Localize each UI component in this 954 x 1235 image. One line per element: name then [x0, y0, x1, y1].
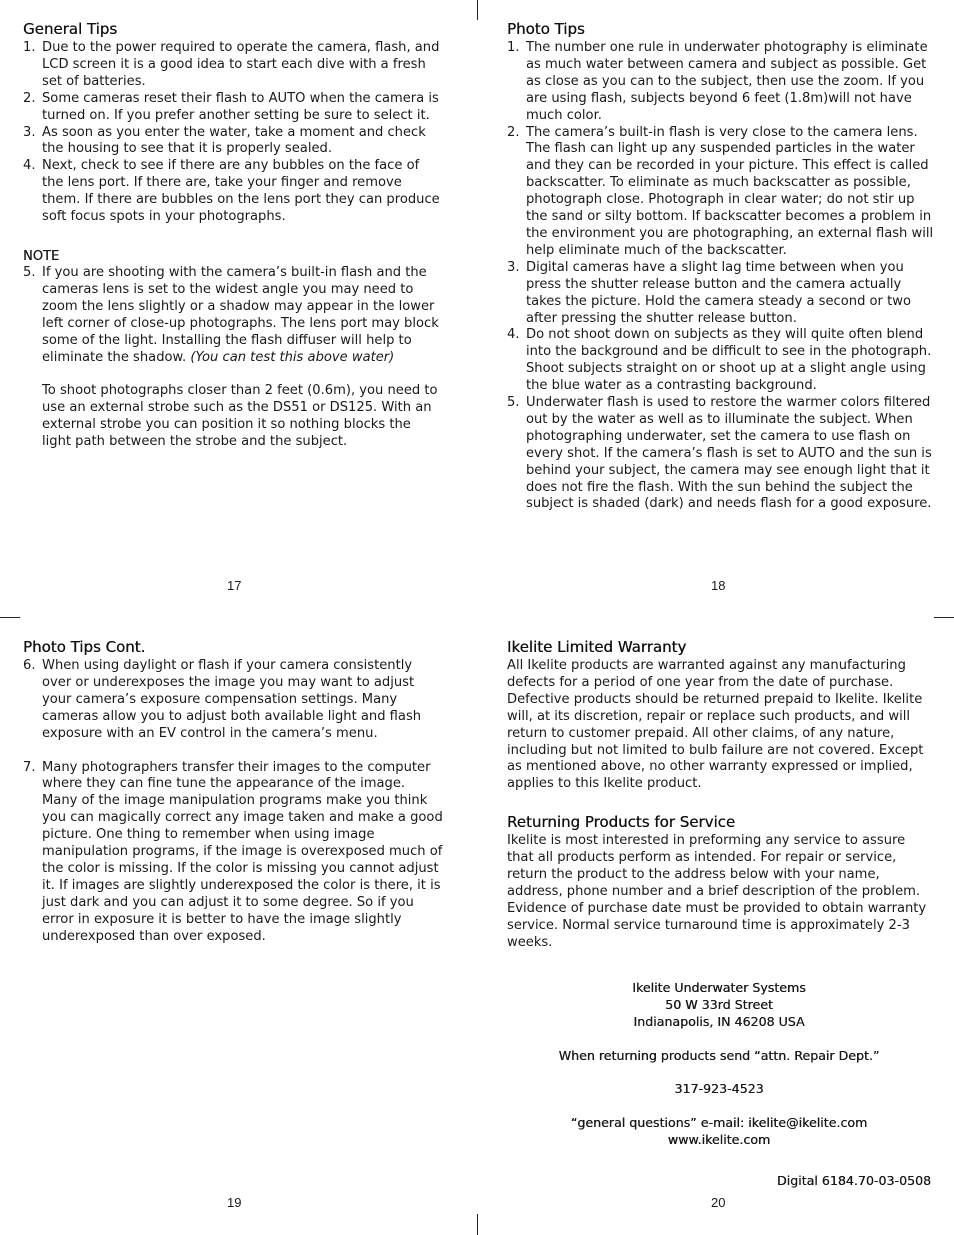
street-address: 50 W 33rd Street [665, 996, 773, 1012]
city-address: Indianapolis, IN 46208 USA [633, 1013, 805, 1029]
service-text: Ikelite is most interested in preforming any service to assure that all products perform as intended. For repair or service, return the product to the address below with your name, address, phone number and a brief description of the problem. Evidence of purchase date must be provided to obtain warranty service. Normal service turnaround time is approximately 2-3 weeks. [507, 833, 927, 950]
list-item: 4. Do not shoot down on subjects as they will quite often blend into the background and be difficult to see in the photograph. Shoot subjects straight on or shoot up at a slight angle using the blue water as a contrasting background. [507, 327, 932, 394]
list-item: 2. The camera’s built-in flash is very close to the camera lens. The flash can light up any suspended particles in the water and they can be recorded in your picture. This effect is called backscatter. To eliminate as much backscatter as possible, photograph close. Photograph in clear water; do not stir up the sand or silty bottom. If backscatter becomes a problem in the environment you are photographing, an external flash will help eliminate much of the backscatter. [507, 124, 934, 258]
list-item: 3. Digital cameras have a slight lag time between when you press the shutter release button and the camera actually takes the picture. Hold the camera steady a second or two after pressing the shutter release button. [507, 259, 911, 326]
list-item: 2. Some cameras reset their flash to AUTO when the camera is turned on. If you prefer another setting be sure to select it. [23, 90, 439, 123]
tips-list [23, 658, 443, 946]
tips-list [507, 40, 935, 513]
crop-mark-right [934, 617, 954, 618]
repair-note: When returning products send “attn. Repair Dept.” [558, 1047, 880, 1063]
service-title: Returning Products for Service [507, 813, 736, 832]
company-name: Ikelite Underwater Systems [632, 980, 806, 995]
list-item: 4. Next, check to see if there are any bubbles on the face of the lens port. If there are, take your finger and remove them. If there are bubbles on the lens port they can produce soft focus spots in your photographs. [23, 158, 440, 225]
list-item: 1. The number one rule in underwater photography is eliminate as much water between camera and subject as possible. Get as close as you can to the subject, then use the zoom. If you are using flash, subjects beyond 6 feet (1.8m)will not have much color. [507, 40, 928, 123]
website-link[interactable]: www.ikelite.com [667, 1132, 771, 1148]
page-number-17: 17 [227, 578, 242, 593]
email-line[interactable]: “general questions” e-mail: ikelite@ikelite.com [570, 1115, 868, 1131]
warranty-title: Ikelite Limited Warranty [507, 638, 687, 656]
crop-mark-bottom [477, 1214, 478, 1235]
section-title: General Tips [23, 20, 118, 38]
list-item: 1. Due to the power required to operate the camera, flash, and LCD screen it is a good idea to start each dive with a fresh set of batteries. [23, 40, 440, 89]
page-number-20: 20 [711, 1195, 726, 1210]
page-19-photo-tips-cont [23, 638, 443, 946]
page-number-19: 19 [227, 1195, 242, 1210]
tips-list [23, 40, 443, 226]
contact-address-block [507, 980, 931, 1149]
page-20-warranty [507, 638, 935, 952]
note-list [23, 265, 443, 366]
warranty-text: All Ikelite products are warranted against any manufacturing defects for a period of one year from the date of purchase. Defective products should be returned prepaid to Ikelite. Ikelite will, at its discretion, repair or replace such products, and will return to customer prepaid. All other claims, of any nature, including but not limited to bulb failure are not covered. Except as mentioned above, no other warranty expressed or implied, applies to this Ikelite product. [507, 658, 924, 792]
list-item: 5. Underwater flash is used to restore the warmer colors filtered out by the water as well as to illuminate the subject. When photographing underwater, set the camera to use flash on every shot. If the camera’s flash is set to AUTO and the sun is behind your subject, the camera may see enough light that it does not fire the flash. With the sun behind the subject the subject is shaded (dark) and needs flash for a good exposure. [507, 395, 932, 512]
note-paragraph: To shoot photographs closer than 2 feet (0.6m), you need to use an external strobe such as the DS51 or DS125. With an external strobe you can position it so nothing blocks the light path between the strobe and the subject. [42, 383, 438, 450]
crop-mark-top [477, 0, 478, 20]
crop-mark-left [0, 617, 20, 618]
list-item: 5. If you are shooting with the camera’s built-in flash and the cameras lens is set to the widest angle you may need to zoom the lens slightly or a shadow may appear in the lower left corner of close-up photographs. The lens port may block some of the light. Installing the flash diffuser will help to eliminate the shadow. (You can test this above water) [23, 264, 439, 365]
list-item: 7. Many photographers transfer their images to the computer where they can fine tune the appearance of the image. Many of the image manipulation programs make you think you can magically correct any image taken and make a good picture. One thing to remember when using image manipulation programs, if the image is overexposed much of the color is missing. If the color is missing you cannot adjust it. If images are slightly underexposed the color is there, it is just dark and you can adjust it to some degree. So if you error in exposure it is better to have the image slightly underexposed than over exposed. [23, 759, 443, 944]
list-item: 6. When using daylight or flash if your camera consistently over or underexposes the image you may want to adjust your camera’s exposure compensation settings. Many cameras allow you to adjust both available light and flash exposure with an EV control in the camera’s menu. [23, 658, 422, 741]
page-number-18: 18 [711, 578, 726, 593]
page-18-photo-tips [507, 20, 935, 513]
list-item: 3. As soon as you enter the water, take a moment and check the housing to see that it is properly sealed. [23, 124, 426, 157]
document-number: Digital 6184.70-03-0508 [776, 1173, 931, 1188]
phone-number: 317-923-4523 [674, 1081, 764, 1097]
section-title: Photo Tips [507, 20, 585, 38]
page-17-general-tips [23, 20, 443, 451]
section-title: Photo Tips Cont. [23, 638, 146, 656]
note-heading: NOTE [23, 248, 60, 264]
